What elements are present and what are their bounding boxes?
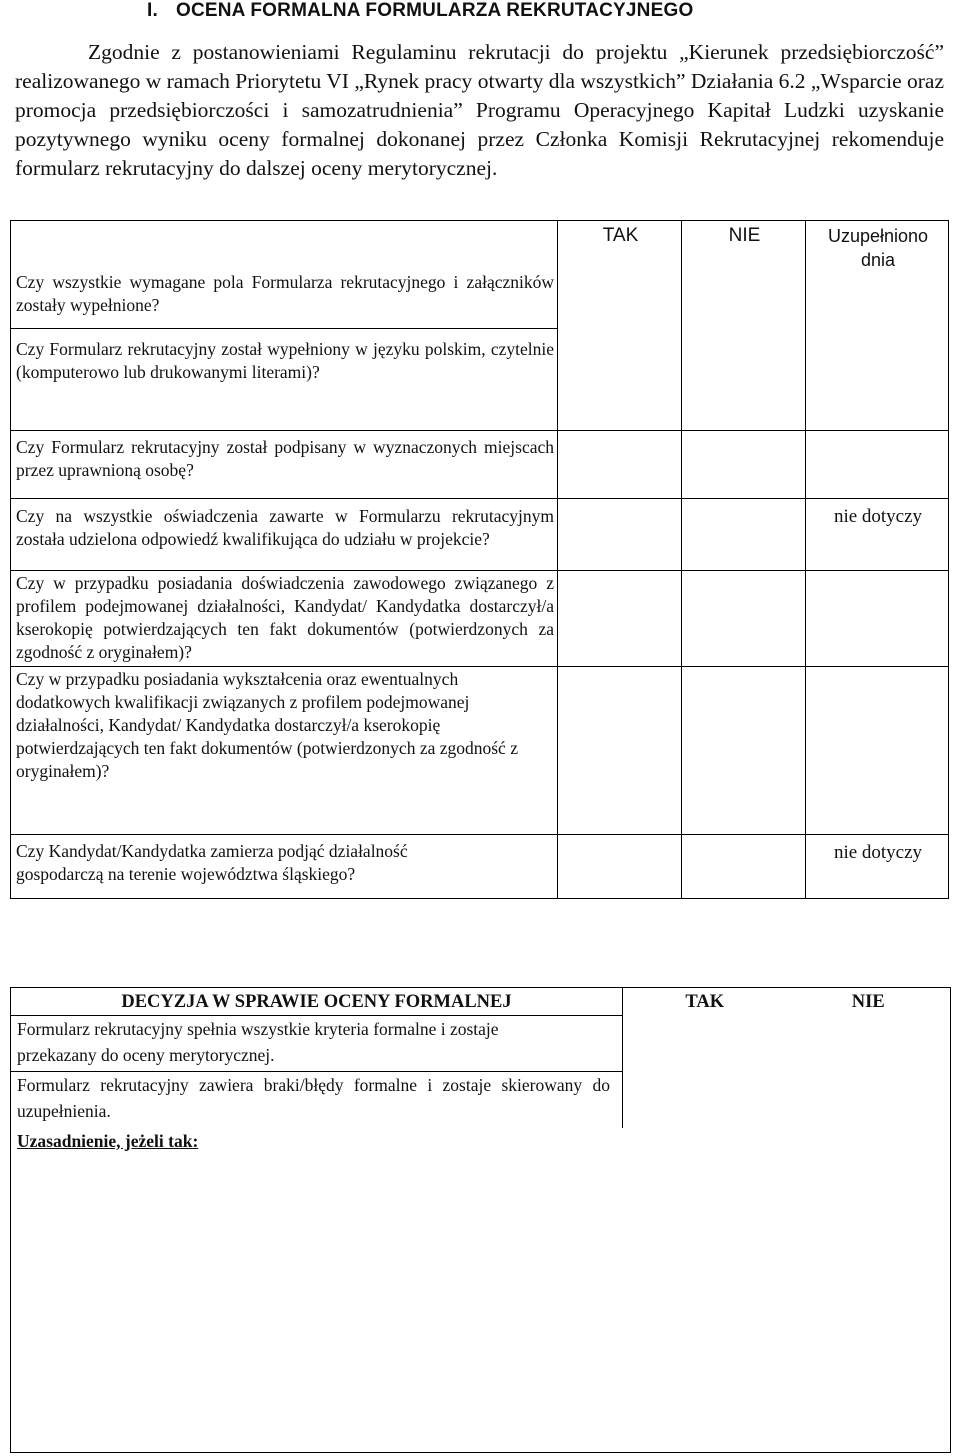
question-text: Czy wszystkie wymagane pola Formularza rekrutacyjnego i załączników zostały wypełnione? [16,272,554,315]
answer-cell-tak[interactable] [558,667,682,835]
decision-option-fix-text: Formularz rekrutacyjny zawiera braki/błędy formalne i zostaje skierowany do uzupełnienia. [17,1075,610,1121]
section-number: I. [147,0,158,21]
decision-check-tak[interactable] [623,1016,787,1072]
decision-column-nie [787,988,951,1016]
table-row [11,431,949,499]
decision-label-tak: TAK [685,992,725,1012]
answer-cell-tak[interactable] [558,329,682,431]
decision-option-pass-text: Formularz rekrutacyjny spełnia wszystkie kryteria formalne i zostaje przekazany do oceny merytorycznej. [17,1019,499,1065]
decision-check-nie[interactable] [787,1016,951,1072]
question-text: Czy Formularz rekrutacyjny został podpisany w wyznaczonych miejscach przez uprawnioną osobę? [16,437,554,480]
section-title: OCENA FORMALNA FORMULARZA REKRUTACYJNEGO [175,0,694,21]
intro-paragraph: Zgodnie z postanowieniami Regulaminu rekrutacji do projektu „Kierunek przedsiębiorczość” realizowanego w ramach Priorytetu VI „Rynek pracy otwarty dla wszystkich” Działania 6.2 „Wsparcie oraz promocja przedsiębiorczości i samozatrudnienia” Programu Operacyjnego Kapitał Ludzki uzyskanie pozytywnego wyniku oceny formalnej dokonanej przez Członka Komisji Rekrutacyjnej rekomenduje formularz rekrutacyjny do dalszej oceny merytorycznej. [15,40,944,180]
column-header-nie [682,221,806,329]
question-text: Czy na wszystkie oświadczenia zawarte w Formularzu rekrutacyjnym została udzielona odpowiedź kwalifikująca do udziału w projekcie? [16,506,554,549]
not-applicable-note [806,499,949,571]
answer-cell-uzupelniono[interactable] [806,667,949,835]
table-row [11,499,949,571]
decision-check-nie[interactable] [787,1072,951,1128]
question-cell [11,221,558,329]
decision-title [11,988,623,1016]
decision-label-nie: NIE [851,992,885,1012]
question-cell [11,431,558,499]
answer-cell-nie[interactable] [682,571,806,667]
decision-header-row [11,988,951,1016]
question-text: Czy w przypadku posiadania doświadczenia zawodowego związanego z profilem podejmowanej działalności, Kandydat/ Kandydatka dostarczył/a kserokopię potwierdzających ten fakt dokumentów (potwierdzonych za zgodność z oryginałem)? [16,573,554,662]
question-cell [11,571,558,667]
justification-area[interactable] [11,1128,951,1453]
column-label-tak: TAK [602,225,639,246]
decision-option-row [11,1016,951,1072]
question-cell [11,667,558,835]
table-row [11,329,949,431]
question-cell [11,329,558,431]
column-header-tak [558,221,682,329]
decision-title-text: DECYZJA W SPRAWIE OCENY FORMALNEJ [121,992,512,1012]
justification-row [11,1128,951,1453]
question-text: Czy w przypadku posiadania wykształcenia oraz ewentualnych dodatkowych kwalifikacji związanych z profilem podejmowanej działalności, Kandydat/ Kandydatka dostarczył/a kserokopię potwierdzających ten fakt dokumentów (potwierdzonych za zgodność z oryginałem)? [16,669,518,781]
answer-cell-nie[interactable] [682,667,806,835]
decision-check-tak[interactable] [623,1072,787,1128]
answer-cell-tak[interactable] [558,499,682,571]
answer-cell-nie[interactable] [682,329,806,431]
table-row [11,571,949,667]
answer-cell-tak[interactable] [558,571,682,667]
answer-cell-tak[interactable] [558,835,682,899]
note-text: nie dotyczy [833,506,923,527]
column-label-nie: NIE [728,225,761,246]
formal-checklist-table [10,220,949,899]
answer-cell-uzupelniono[interactable] [806,431,949,499]
answer-cell-tak[interactable] [558,431,682,499]
table-row [11,835,949,899]
decision-option-row [11,1072,951,1128]
question-cell [11,499,558,571]
answer-cell-uzupelniono[interactable] [806,571,949,667]
not-applicable-note [806,835,949,899]
decision-option-fix [11,1072,623,1128]
decision-column-tak [623,988,787,1016]
answer-cell-nie[interactable] [682,835,806,899]
formal-decision-table [10,987,951,1453]
section-heading [147,0,693,22]
justification-label: Uzasadnienie, jeżeli tak: [17,1130,199,1151]
question-text: Czy Kandydat/Kandydatka zamierza podjąć działalność gospodarczą na terenie województwa śląskiego? [16,841,408,884]
decision-option-pass [11,1016,623,1072]
answer-cell-nie[interactable] [682,499,806,571]
answer-cell-nie[interactable] [682,431,806,499]
table-row [11,221,949,329]
column-label-uzupelniono: Uzupełniono dnia [827,226,929,270]
answer-cell-uzupelniono[interactable] [806,329,949,431]
column-header-uzupelniono [806,221,949,329]
question-cell [11,835,558,899]
question-text: Czy Formularz rekrutacyjny został wypełniony w języku polskim, czytelnie (komputerowo lub drukowanymi literami)? [16,339,554,382]
note-text: nie dotyczy [833,842,923,863]
table-row [11,667,949,835]
